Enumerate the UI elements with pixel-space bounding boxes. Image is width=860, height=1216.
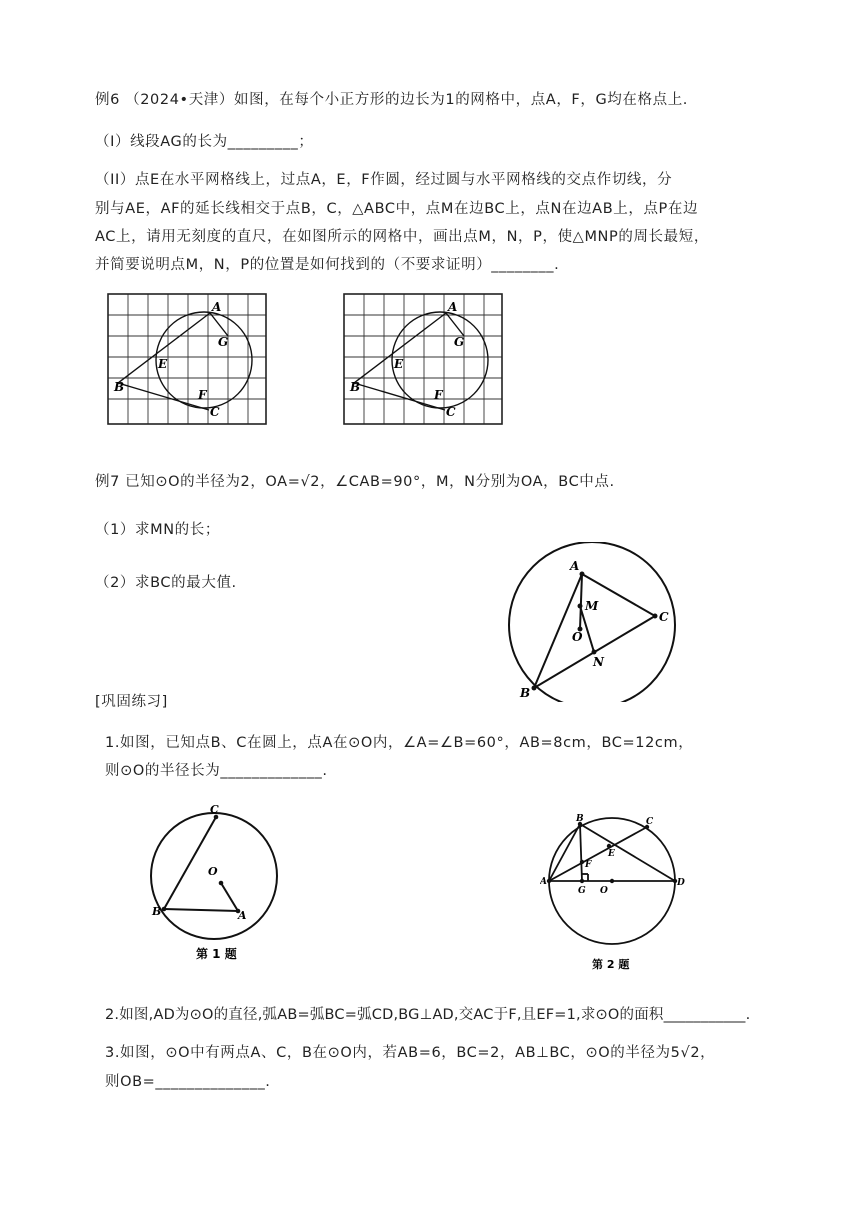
ex7-line-3: （2）求BC的最大值. [95,575,237,591]
label-G: G [218,335,229,349]
label-F: F [198,388,207,402]
label-A: A [212,300,222,314]
label-B: B [350,380,361,394]
label-A: A [540,877,547,887]
label-O: O [208,865,218,878]
label-A: A [238,909,247,922]
practice-heading: [巩固练习] [95,694,168,710]
label-F: F [585,860,592,870]
label-E: E [158,357,168,371]
q1-line-2: 则⊙O的半径长为_____________. [105,763,328,779]
q2-figure [540,810,690,978]
ex7-line-1: 例7 已知⊙O的半径为2，OA=√2，∠CAB=90°，M，N分别为OA，BC中点. [95,474,615,490]
label-C: C [446,405,456,419]
q3-line-2: 则OB=______________. [105,1074,271,1090]
ex7-circle-figure [500,542,684,702]
label-D: D [677,878,685,888]
label-C: C [210,803,219,816]
label-A: A [448,300,458,314]
label-B: B [114,380,125,394]
ex6-line-2: （I）线段AG的长为_________； [95,134,314,150]
label-G: G [578,886,586,896]
label-O: O [600,886,608,896]
ex6-line-4: 别与AE，AF的延长线相交于点B，C，△ABC中，点M在边BC上，点N在边AB上，点P在边 [95,201,699,217]
fig1-caption: 第 1 题 [196,947,237,961]
label-B: B [520,686,531,700]
ex6-line-3: （II）点E在水平网格线上，过点A，E，F作圆，经过圆与水平网格线的交点作切线，分 [95,172,673,188]
label-O: O [572,630,583,644]
label-F: F [434,388,443,402]
label-C: C [646,817,654,827]
label-A: A [570,559,580,573]
label-E: E [394,357,404,371]
fig2-caption: 第 2 题 [592,958,630,971]
label-B: B [152,905,162,918]
label-N: N [593,655,604,669]
label-G: G [454,335,465,349]
label-C: C [659,610,669,624]
ex6-grid-figure-left [106,292,268,428]
ex6-line-5: AC上，请用无刻度的直尺，在如图所示的网格中，画出点M，N，P，使△MNP的周长最短， [95,229,709,245]
q3-line-1: 3.如图，⊙O中有两点A、C，B在⊙O内，若AB=6，BC=2，AB⊥BC，⊙O的半径为5√2， [105,1045,716,1061]
ex6-grid-figure-right [342,292,504,428]
label-E: E [608,849,615,859]
label-C: C [210,405,220,419]
ex6-line-6: 并简要说明点M，N，P的位置是如何找到的（不要求证明）________. [95,257,560,273]
q2-text: 2.如图,AD为⊙O的直径,弧AB=弧BC=弧CD,BG⊥AD,交AC于F,且EF=1,求⊙O的面积___________. [105,1007,751,1023]
q1-line-1: 1.如图，已知点B、C在圆上，点A在⊙O内，∠A=∠B=60°，AB=8cm，BC=12cm， [105,735,694,751]
label-B: B [576,814,584,824]
ex7-line-2: （1）求MN的长； [95,522,220,538]
label-M: M [585,599,599,613]
ex6-line-1: 例6 （2024•天津）如图，在每个小正方形的边长为1的网格中，点A，F，G均在格点上. [95,92,689,108]
q1-figure [150,803,286,963]
